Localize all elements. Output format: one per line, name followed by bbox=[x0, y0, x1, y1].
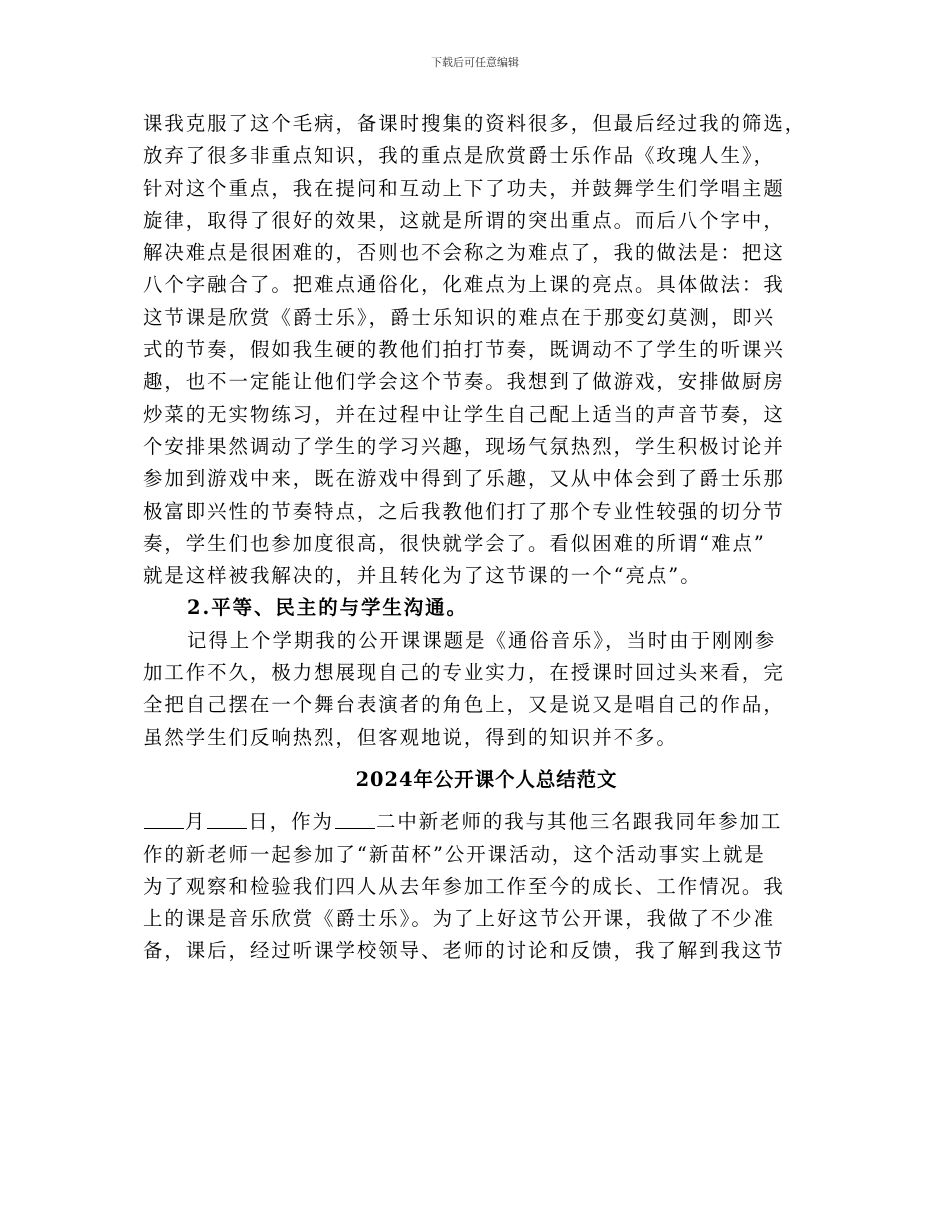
text-month: 月 bbox=[185, 810, 207, 834]
text-rest: 二中新老师的我与其他三名跟我同年参加工 bbox=[375, 810, 783, 834]
page-header: 下载后可任意编辑 bbox=[431, 56, 519, 69]
section-heading: 2.平等、民主的与学生沟通。 bbox=[187, 596, 468, 620]
paragraph-line: 趣，也不一定能让他们学会这个节奏。我想到了做游戏，安排做厨房 bbox=[143, 370, 785, 394]
paragraph-line: 这节课是欣赏《爵士乐》，爵士乐知识的难点在于那变幻莫测，即兴 bbox=[143, 305, 776, 329]
paragraph-line: 八个字融合了。把难点通俗化，化难点为上课的亮点。具体做法：我 bbox=[143, 273, 785, 297]
paragraph-line: 全把自己摆在一个舞台表演者的角色上，又是说又是唱自己的作品， bbox=[143, 693, 785, 717]
paragraph-line: 记得上个学期我的公开课课题是《通俗音乐》，当时由于刚刚参 bbox=[187, 628, 777, 652]
paragraph-line: 上的课是音乐欣赏《爵士乐》。为了上好这节公开课，我做了不少准 bbox=[143, 907, 776, 931]
paragraph-line: 极富即兴性的节奏特点，之后我教他们打了那个专业性较强的切分节 bbox=[143, 499, 785, 523]
paragraph-line: 加工作不久，极力想展现自己的专业实力，在授课时回过头来看，完 bbox=[143, 661, 785, 685]
paragraph-line: 奏，学生们也参加度很高，很快就学会了。看似困难的所谓“难点” bbox=[143, 531, 766, 555]
paragraph-line: 解决难点是很困难的，否则也不会称之为难点了，我的做法是：把这 bbox=[143, 241, 785, 265]
paragraph-line: 炒菜的无实物练习，并在过程中让学生自己配上适当的声音节奏，这 bbox=[143, 402, 785, 426]
paragraph-line: 放弃了很多非重点知识，我的重点是欣赏爵士乐作品《玫瑰人生》， bbox=[143, 144, 776, 168]
paragraph-line: 为了观察和检验我们四人从去年参加工作至今的成长、工作情况。我 bbox=[143, 874, 785, 898]
fill-blank bbox=[207, 810, 247, 829]
paragraph-line: 参加到游戏中来，既在游戏中得到了乐趣，又从中体会到了爵士乐那 bbox=[143, 467, 785, 491]
paragraph-line: 虽然学生们反响热烈，但客观地说，得到的知识并不多。 bbox=[143, 725, 678, 749]
paragraph-line: 作的新老师一起参加了“新苗杯”公开课活动，这个活动事实上就是 bbox=[143, 842, 766, 866]
text-day: 日，作为 bbox=[248, 810, 334, 834]
paragraph-first-line bbox=[143, 806, 808, 838]
paragraph-line: 个安排果然调动了学生的学习兴趣，现场气氛热烈，学生积极讨论并 bbox=[143, 434, 785, 458]
paragraph-line: 旋律，取得了很好的效果，这就是所谓的突出重点。而后八个字中， bbox=[143, 208, 785, 232]
paragraph-line: 就是这样被我解决的，并且转化为了这节课的一个“亮点”。 bbox=[143, 564, 702, 588]
document-title: 2024年公开课个人总结范文 bbox=[355, 767, 618, 791]
paragraph-line: 课我克服了这个毛病，备课时搜集的资料很多，但最后经过我的筛选， bbox=[143, 112, 807, 135]
paragraph-line: 备，课后，经过听课学校领导、老师的讨论和反馈，我了解到我这节 bbox=[143, 939, 785, 963]
document-body bbox=[143, 108, 808, 968]
fill-blank bbox=[144, 810, 184, 829]
fill-blank bbox=[335, 810, 375, 829]
paragraph-line: 针对这个重点，我在提问和互动上下了功夫，并鼓舞学生们学唱主题 bbox=[143, 176, 785, 200]
paragraph-line: 式的节奏，假如我生硬的教他们拍打节奏，既调动不了学生的听课兴 bbox=[143, 338, 785, 362]
